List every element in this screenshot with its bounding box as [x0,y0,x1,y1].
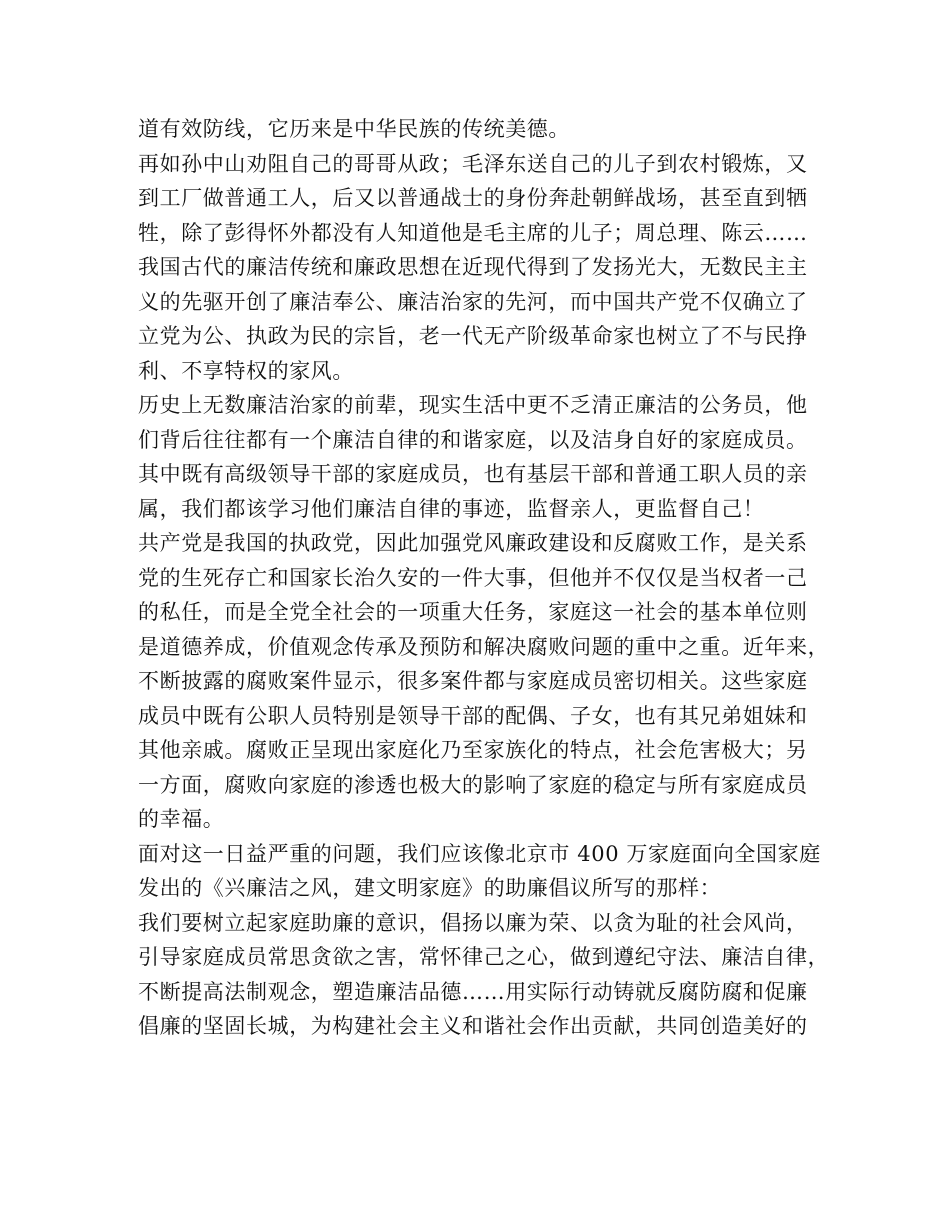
text-line: 我们要树立起家庭助廉的意识，倡扬以廉为荣、以贪为耻的社会风尚， [138,910,808,935]
text-line: 的幸福。 [138,807,225,831]
text-line: 倡廉的坚固长城，为构建社会主义和谐社会作出贡献，共同创造美好的 [138,1014,808,1038]
text-line: 共产党是我国的执政党，因此加强党风廉政建设和反腐败工作，是关系 [138,531,808,555]
text-line: 义的先驱开创了廉洁奉公、廉洁治家的先河，而中国共产党不仅确立了 [138,289,808,314]
text-line: 们背后往往都有一个廉洁自律的和谐家庭，以及洁身自好的家庭成员。 [138,427,808,452]
text-line: 历史上无数廉洁治家的前辈，现实生活中更不乏清正廉洁的公务员，他 [138,393,808,417]
text-line: 发出的《兴廉洁之风，建文明家庭》的助廉倡议所写的那样： [138,876,722,900]
text-line: 一方面，腐败向家庭的渗透也极大的影响了家庭的稳定与所有家庭成员 [138,772,808,797]
text-line: 不断提高法制观念，塑造廉洁品德……用实际行动铸就反腐防腐和促廉 [138,979,808,1004]
text-line: 牲，除了彭得怀外都没有人知道他是毛主席的儿子；周总理、陈云…… [138,220,808,245]
text-line: 我国古代的廉洁传统和廉政思想在近现代得到了发扬光大，无数民主主 [138,255,808,279]
text-line: 引导家庭成员常思贪欲之害，常怀律己之心，做到遵纪守法、廉洁自律， [138,945,830,969]
text-line: 属，我们都该学习他们廉洁自律的事迹，监督亲人，更监督自己！ [138,496,765,521]
body-text [138,112,828,1044]
text-line: 的私任，而是全党全社会的一项重大任务，家庭这一社会的基本单位则 [138,600,808,624]
text-line: 其中既有高级领导干部的家庭成员，也有基层干部和普通工职人员的亲 [138,462,808,486]
text-line: 其他亲戚。腐败正呈现出家庭化乃至家族化的特点，社会危害极大；另 [138,738,808,762]
text-line: 立党为公、执政为民的宗旨，老一代无产阶级革命家也树立了不与民挣 [138,324,808,348]
text-line: 到工厂做普通工人，后又以普通战士的身份奔赴朝鲜战场，甚至直到牺 [138,186,808,210]
text-line: 成员中既有公职人员特别是领导干部的配偶、子女，也有其兄弟姐妹和 [138,703,808,728]
text-line: 不断披露的腐败案件显示，很多案件都与家庭成员密切相关。这些家庭 [138,669,808,693]
text-line: 是道德养成，价值观念传承及预防和解决腐败问题的重中之重。近年来， [138,634,830,659]
text-line: 面对这一日益严重的问题，我们应该像北京市 400 万家庭面向全国家庭 [138,841,821,866]
text-line: 道有效防线，它历来是中华民族的传统美德。 [138,117,570,141]
text-line: 再如孙中山劝阻自己的哥哥从政；毛泽东送自己的儿子到农村锻炼，又 [138,151,808,176]
text-line: 党的生死存亡和国家长治久安的一件大事，但他并不仅仅是当权者一己 [138,565,808,590]
text-line: 利、不享特权的家风。 [138,358,354,383]
